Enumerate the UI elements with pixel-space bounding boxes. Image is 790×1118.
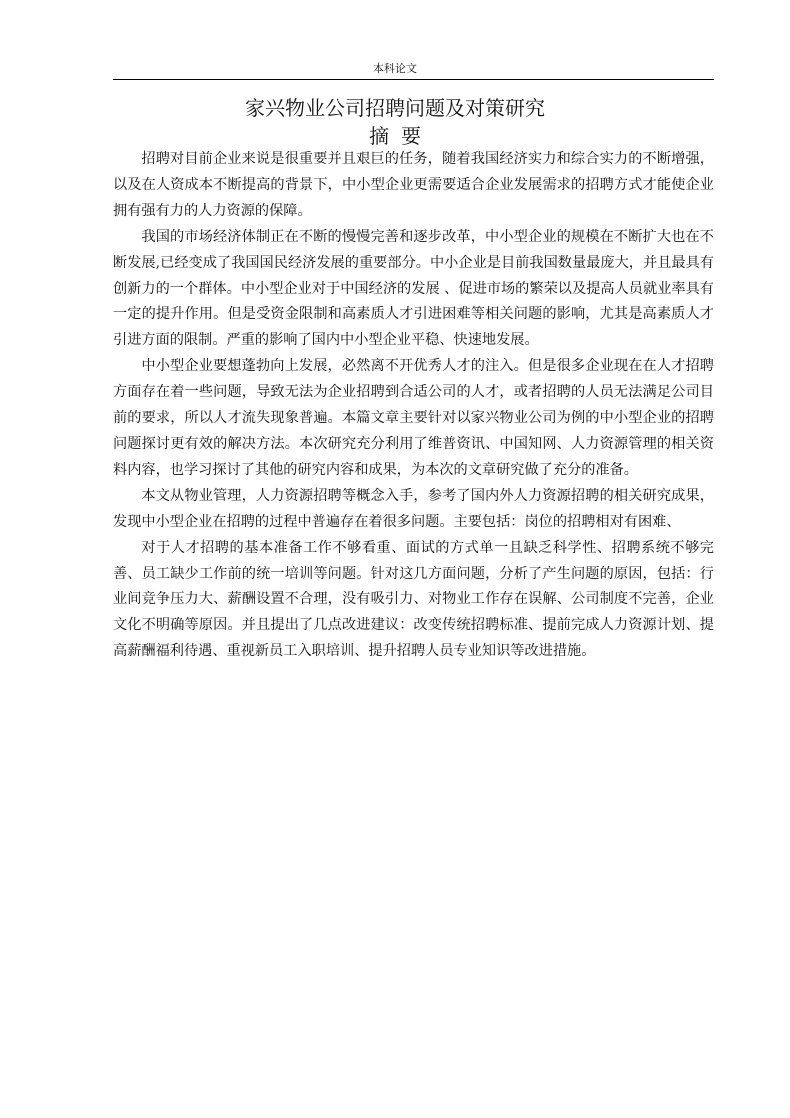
abstract-paragraph: 中小型企业要想蓬勃向上发展，必然离不开优秀人才的注入。但是很多企业现在在人才招聘方面存在着一些问题，导致无法为企业招聘到合适公司的人才，或者招聘的人员无法满足公司目前的要求，所以人才流失现象普遍。本篇文章主要针对以家兴物业公司为例的中小型企业的招聘问题探讨更有效的解决方法。本次研究充分利用了维普资讯、中国知网、人力资源管理的相关资料内容，也学习探讨了其他的研究内容和成果，为本次的文章研究做了充分的准备。 bbox=[113, 358, 714, 478]
header-divider bbox=[113, 79, 714, 80]
running-header: 本科论文 bbox=[373, 62, 417, 75]
abstract-paragraph: 本文从物业管理，人力资源招聘等概念入手，参考了国内外人力资源招聘的相关研究成果，发现中小型企业在招聘的过程中普遍存在着很多问题。主要包括：岗位的招聘相对有困难、 bbox=[113, 487, 714, 530]
abstract-body bbox=[113, 147, 714, 665]
abstract-paragraph: 招聘对目前企业来说是很重要并且艰巨的任务，随着我国经济实力和综合实力的不断增强，以及在人资成本不断提高的背景下，中小型企业更需要适合企业发展需求的招聘方式才能使企业拥有强有力的人力资源的保障。 bbox=[113, 151, 714, 219]
abstract-heading: 摘要 bbox=[369, 124, 433, 148]
abstract-paragraph: 我国的市场经济体制正在不断的慢慢完善和逐步改革，中小型企业的规模在不断扩大也在不断发展,已经变成了我国国民经济发展的重要部分。中小企业是目前我国数量最庞大，并且最具有创新力的一个群体。中小型企业对于中国经济的发展 、促进市场的繁荣以及提高人员就业率具有一定的提升作用。但是受资金限制和高素质人才引进困难等相关问题的影响，尤其是高素质人才引进方面的限制。严重的影响了国内中小型企业平稳、快速地发展。 bbox=[113, 228, 714, 349]
document-title: 家兴物业公司招聘问题及对策研究 bbox=[245, 96, 545, 120]
abstract-paragraph: 对于人才招聘的基本准备工作不够看重、面试的方式单一且缺乏科学性、招聘系统不够完善、员工缺少工作前的统一培训等问题。针对这几方面问题，分析了产生问题的原因，包括：行业间竞争压力大、薪酬设置不合理，没有吸引力、对物业工作存在误解、公司制度不完善，企业文化不明确等原因。并且提出了几点改进建议：改变传统招聘标准、提前完成人力资源计划、提高薪酬福利待遇、重视新员工入职培训、提升招聘人员专业知识等改进措施。 bbox=[113, 539, 714, 660]
